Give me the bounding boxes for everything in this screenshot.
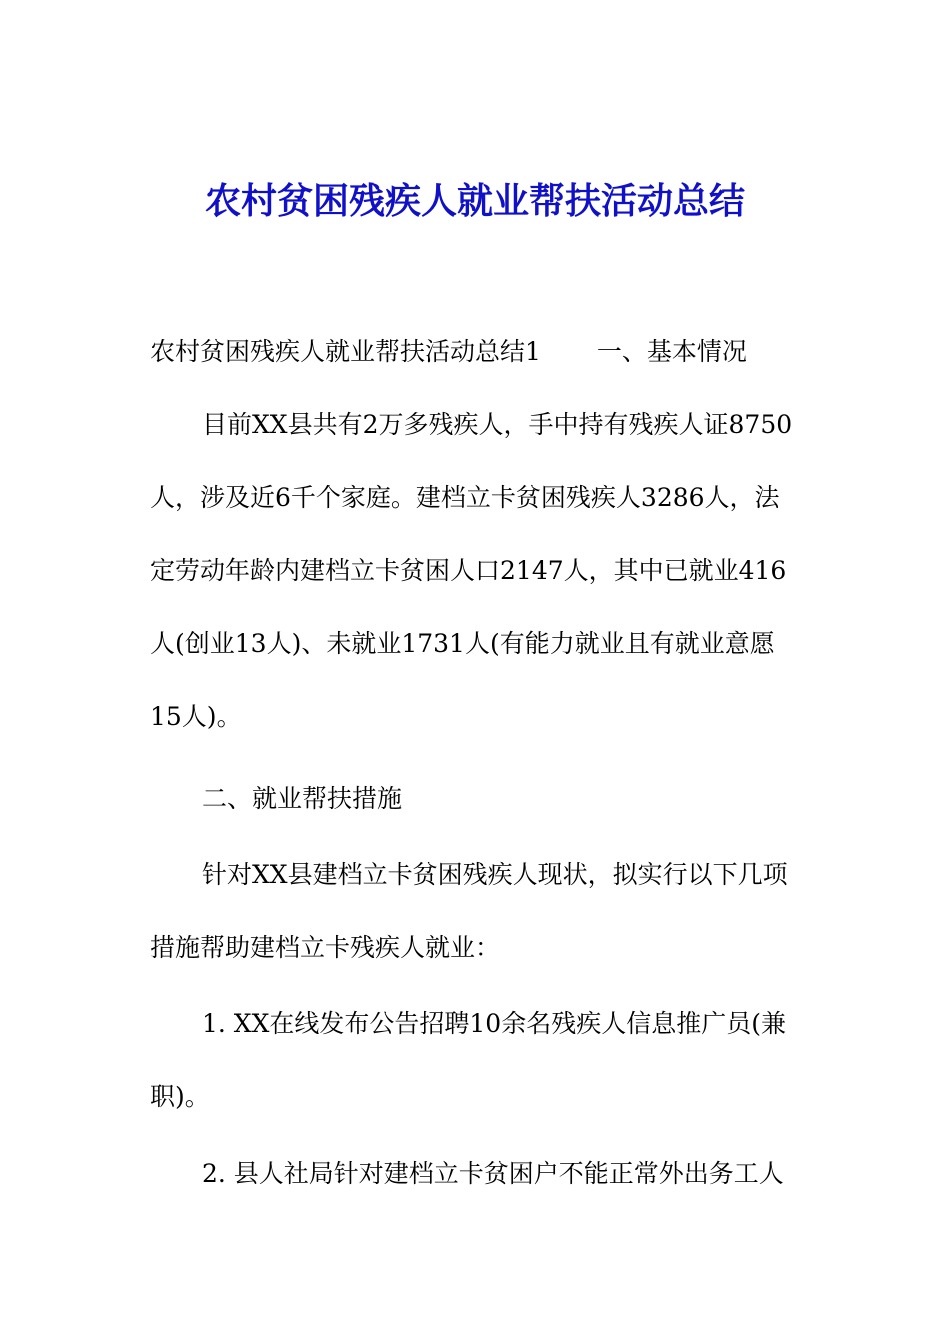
paragraph-line — [150, 332, 810, 372]
paragraph-line: 针对XX县建档立卡贫困残疾人现状，拟实行以下几项 — [202, 860, 788, 889]
paragraph-line: 措施帮助建档立卡残疾人就业： — [150, 933, 501, 962]
section-heading: 二、就业帮扶措施 — [202, 784, 403, 813]
list-item: 2. 县人社局针对建档立卡贫困户不能正常外出务工人 — [202, 1159, 784, 1188]
paragraph-line: 目前XX县共有2万多残疾人，手中持有残疾人证8750 — [202, 410, 793, 439]
list-item: 1. XX在线发布公告招聘10余名残疾人信息推广员(兼 — [202, 1009, 786, 1038]
paragraph-line: 职)。 — [150, 1082, 210, 1111]
section-heading: 一、基本情况 — [596, 337, 747, 366]
paragraph-line: 人(创业13人)、未就业1731人(有能力就业且有就业意愿 — [150, 629, 775, 658]
summary-heading: 农村贫困残疾人就业帮扶活动总结1 — [150, 337, 541, 366]
paragraph-line: 定劳动年龄内建档立卡贫困人口2147人，其中已就业416 — [150, 556, 787, 585]
paragraph-line: 人，涉及近6千个家庭。建档立卡贫困残疾人3286人，法 — [150, 483, 780, 512]
paragraph-line: 15人)。 — [150, 702, 242, 731]
document-title: 农村贫困残疾人就业帮扶活动总结 — [204, 181, 745, 222]
